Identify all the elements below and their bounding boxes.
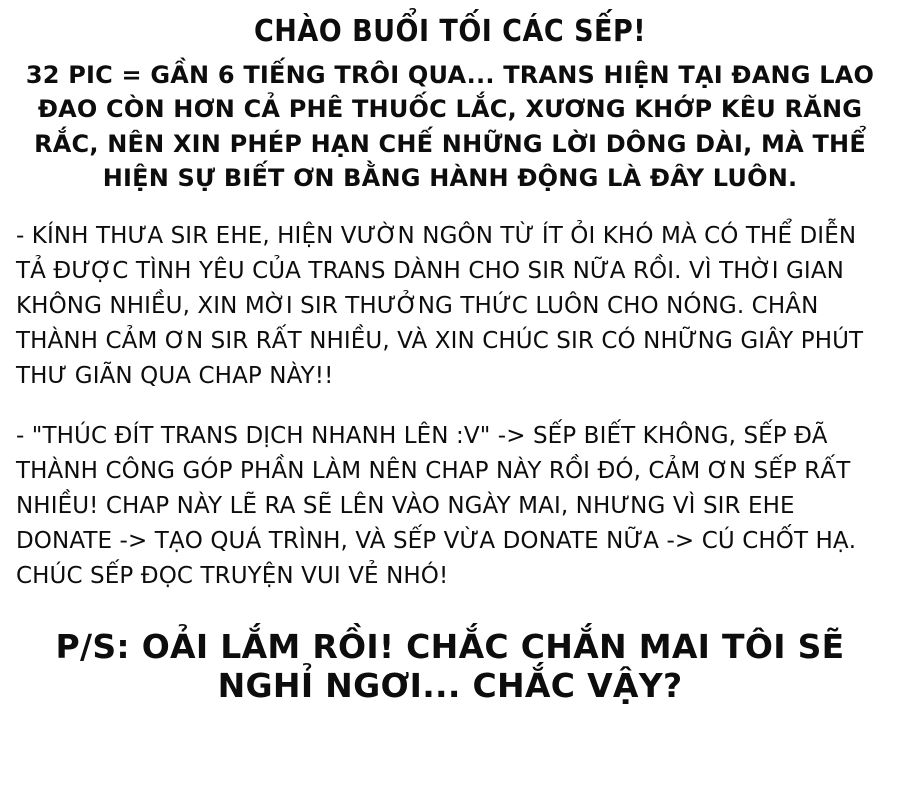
body-paragraph-2: - "THÚC ĐÍT TRANS DỊCH NHANH LÊN :V" -> SẾP BIẾT KHÔNG, SẾP ĐÃ THÀNH CÔNG GÓP PHẦN LÀM NÊN CHAP NÀY RỒI ĐÓ, CẢM ƠN SẾP RẤT NHIỀU! CHAP NÀY LẼ RA SẼ LÊN VÀO NGÀY MAI, NHƯNG VÌ SIR EHE DONATE -> TẠO QUÁ TRÌNH, VÀ SẾP VỪA DONATE NỮA -> CÚ CHỐT HẠ. CHÚC SẾP ĐỌC TRUYỆN VUI VẺ NHÓ! [16, 423, 857, 590]
footer-note: P/S: OẢI LẮM RỒI! CHẮC CHẮN MAI TÔI SẼ NGHỈ NGƠI... CHẮC VẬY? [55, 627, 845, 706]
page-title: CHÀO BUỔI TỐI CÁC SẾP! [253, 14, 647, 49]
intro-paragraph: 32 PIC = GẦN 6 TIẾNG TRÔI QUA... TRANS HIỆN TẠI ĐANG LAO ĐAO CÒN HƠN CẢ PHÊ THUỐC LẮC, XƯƠNG KHỚP KÊU RĂNG RẮC, NÊN XIN PHÉP HẠN CHẾ NHỮNG LỜI DÔNG DÀI, MÀ THỂ HIỆN SỰ BIẾT ƠN BẰNG HÀNH ĐỘNG LÀ ĐÂY LUÔN. [25, 61, 875, 192]
body-paragraph-1: - KÍNH THƯA SIR EHE, HIỆN VƯỜN NGÔN TỪ ÍT ỎI KHÓ MÀ CÓ THỂ DIỄN TẢ ĐƯỢC TÌNH YÊU CỦA TRANS DÀNH CHO SIR NỮA RỒI. VÌ THỜI GIAN KHÔNG NHIỀU, XIN MỜI SIR THƯỞNG THỨC LUÔN CHO NÓNG. CHÂN THÀNH CẢM ƠN SIR RẤT NHIỀU, VÀ XIN CHÚC SIR CÓ NHỮNG GIÂY PHÚT THƯ GIÃN QUA CHAP NÀY!! [16, 222, 864, 389]
